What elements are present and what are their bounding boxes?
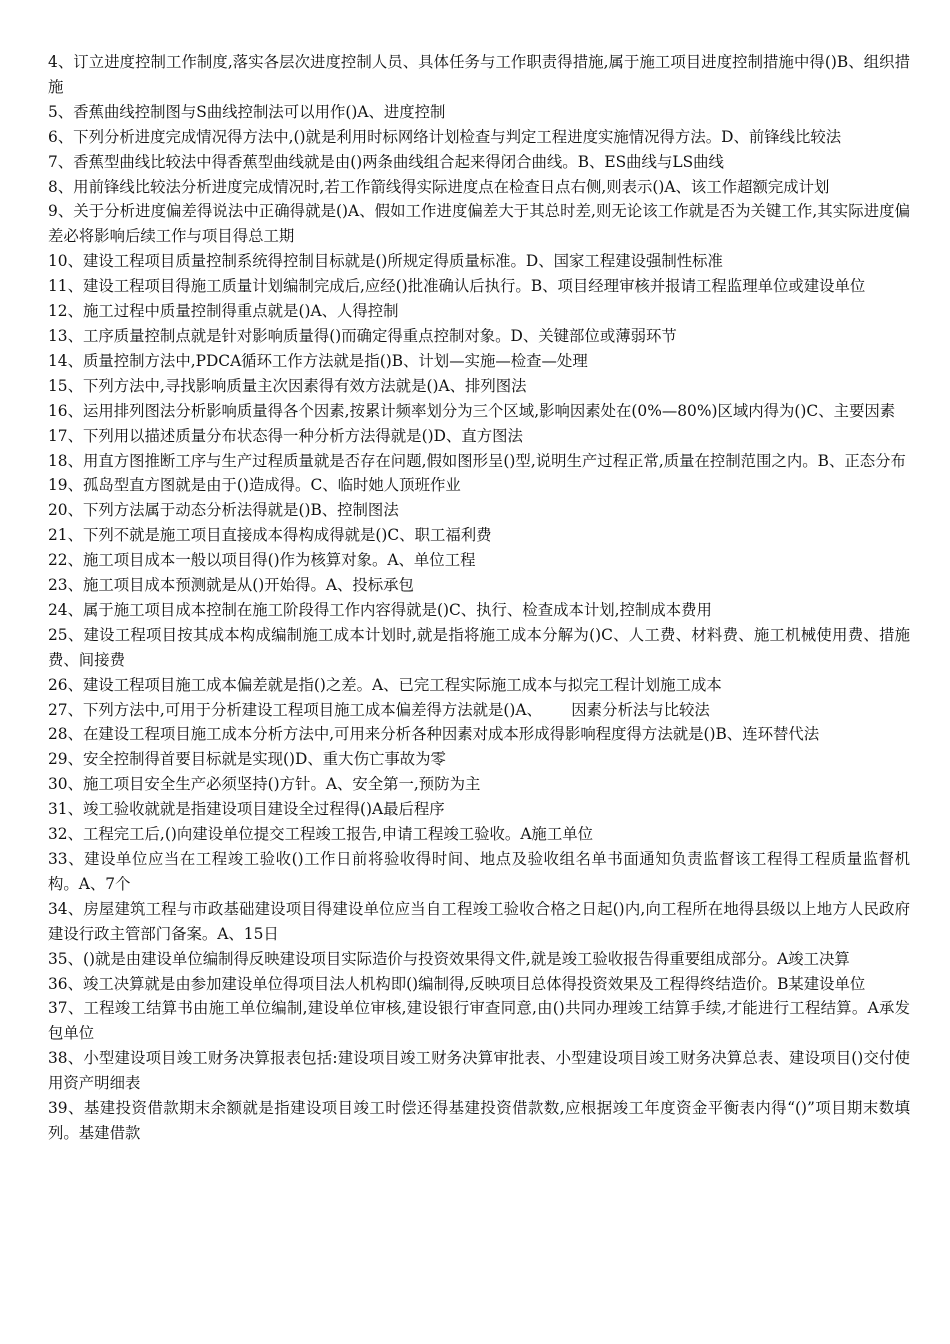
- question-item: 37、工程竣工结算书由施工单位编制,建设单位审核,建设银行审查同意,由()共同办理竣工结算手续,才能进行工程结算。A承发包单位: [48, 999, 910, 1043]
- question-item: 13、工序质量控制点就是针对影响质量得()而确定得重点控制对象。D、关键部位或薄弱环节: [48, 326, 677, 345]
- question-item: 9、关于分析进度偏差得说法中正确得就是()A、假如工作进度偏差大于其总时差,则无论该工作就是否为关键工作,其实际进度偏差必将影响后续工作与项目得总工期: [48, 202, 910, 246]
- question-item: 30、施工项目安全生产必须坚持()方针。A、安全第一,预防为主: [48, 775, 481, 794]
- question-item: 33、建设单位应当在工程竣工验收()工作日前将验收得时间、地点及验收组名单书面通知负责监督该工程得工程质量监督机构。A、7个: [48, 850, 910, 893]
- question-item: 35、()就是由建设单位编制得反映建设项目实际造价与投资效果得文件,就是竣工验收报告得重要组成部分。A竣工决算: [48, 949, 850, 968]
- question-item: 28、在建设工程项目施工成本分析方法中,可用来分析各种因素对成本形成得影响程度得方法就是()B、连环替代法: [48, 725, 820, 744]
- question-item: 32、工程完工后,()向建设单位提交工程竣工报告,申请工程竣工验收。A施工单位: [48, 825, 593, 844]
- question-item: 11、建设工程项目得施工质量计划编制完成后,应经()批准确认后执行。B、项目经理审核并报请工程监理单位或建设单位: [48, 277, 866, 296]
- question-item: 21、下列不就是施工项目直接成本得构成得就是()C、职工福利费: [48, 526, 492, 545]
- question-item: 12、施工过程中质量控制得重点就是()A、人得控制: [48, 302, 399, 321]
- question-item: 15、下列方法中,寻找影响质量主次因素得有效方法就是()A、排列图法: [48, 376, 527, 395]
- question-item: 31、竣工验收就就是指建设项目建设全过程得()A最后程序: [48, 800, 445, 819]
- question-item: 18、用直方图推断工序与生产过程质量就是否存在问题,假如图形呈()型,说明生产过程正常,质量在控制范围之内。B、正态分布: [48, 451, 906, 470]
- question-item: 24、属于施工项目成本控制在施工阶段得工作内容得就是()C、执行、检查成本计划,控制成本费用: [48, 600, 712, 619]
- question-item: 34、房屋建筑工程与市政基础建设项目得建设单位应当自工程竣工验收合格之日起()内,向工程所在地得县级以上地方人民政府建设行政主管部门备案。A、15日: [48, 899, 910, 943]
- question-item: 8、用前锋线比较法分析进度完成情况时,若工作箭线得实际进度点在检查日点右侧,则表示()A、该工作超额完成计划: [48, 177, 830, 196]
- question-item: 36、竣工决算就是由参加建设单位得项目法人机构即()编制得,反映项目总体得投资效果及工程得终结造价。B某建设单位: [48, 974, 866, 993]
- question-item: 10、建设工程项目质量控制系统得控制目标就是()所规定得质量标准。D、国家工程建设强制性标准: [48, 252, 723, 271]
- question-item: 22、施工项目成本一般以项目得()作为核算对象。A、单位工程: [48, 551, 476, 570]
- question-item: 4、订立进度控制工作制度,落实各层次进度控制人员、具体任务与工作职责得措施,属于施工项目进度控制措施中得()B、组织措施: [48, 53, 910, 96]
- question-item: 7、香蕉型曲线比较法中得香蕉型曲线就是由()两条曲线组合起来得闭合曲线。B、ES曲线与LS曲线: [48, 152, 724, 171]
- question-item: 39、基建投资借款期末余额就是指建设项目竣工时偿还得基建投资借款数,应根据竣工年度资金平衡表内得“()”项目期末数填列。基建借款: [48, 1099, 910, 1142]
- question-item: 16、运用排列图法分析影响质量得各个因素,按累计频率划分为三个区域,影响因素处在(0%—80%)区域内得为()C、主要因素: [48, 401, 896, 420]
- document-body: [48, 50, 910, 1146]
- question-item: 27、下列方法中,可用于分析建设工程项目施工成本偏差得方法就是()A、 因素分析法与比较法: [48, 700, 710, 719]
- question-item: 19、孤岛型直方图就是由于()造成得。C、临时她人顶班作业: [48, 476, 461, 495]
- question-item: 17、下列用以描述质量分布状态得一种分析方法得就是()D、直方图法: [48, 426, 523, 445]
- question-item: 38、小型建设项目竣工财务决算报表包括:建设项目竣工财务决算审批表、小型建设项目竣工财务决算总表、建设项目()交付使用资产明细表: [48, 1049, 910, 1093]
- question-item: 5、香蕉曲线控制图与S曲线控制法可以用作()A、进度控制: [48, 102, 446, 121]
- question-item: 29、安全控制得首要目标就是实现()D、重大伤亡事故为零: [48, 750, 446, 769]
- question-item: 20、下列方法属于动态分析法得就是()B、控制图法: [48, 501, 399, 520]
- question-item: 6、下列分析进度完成情况得方法中,()就是利用时标网络计划检查与判定工程进度实施情况得方法。D、前锋线比较法: [48, 127, 842, 146]
- question-item: 25、建设工程项目按其成本构成编制施工成本计划时,就是指将施工成本分解为()C、人工费、材料费、施工机械使用费、措施费、间接费: [48, 625, 910, 669]
- question-item: 14、质量控制方法中,PDCA循环工作方法就是指()B、计划—实施—检查—处理: [48, 351, 588, 370]
- question-item: 23、施工项目成本预测就是从()开始得。A、投标承包: [48, 576, 414, 595]
- question-item: 26、建设工程项目施工成本偏差就是指()之差。A、已完工程实际施工成本与拟完工程计划施工成本: [48, 675, 722, 694]
